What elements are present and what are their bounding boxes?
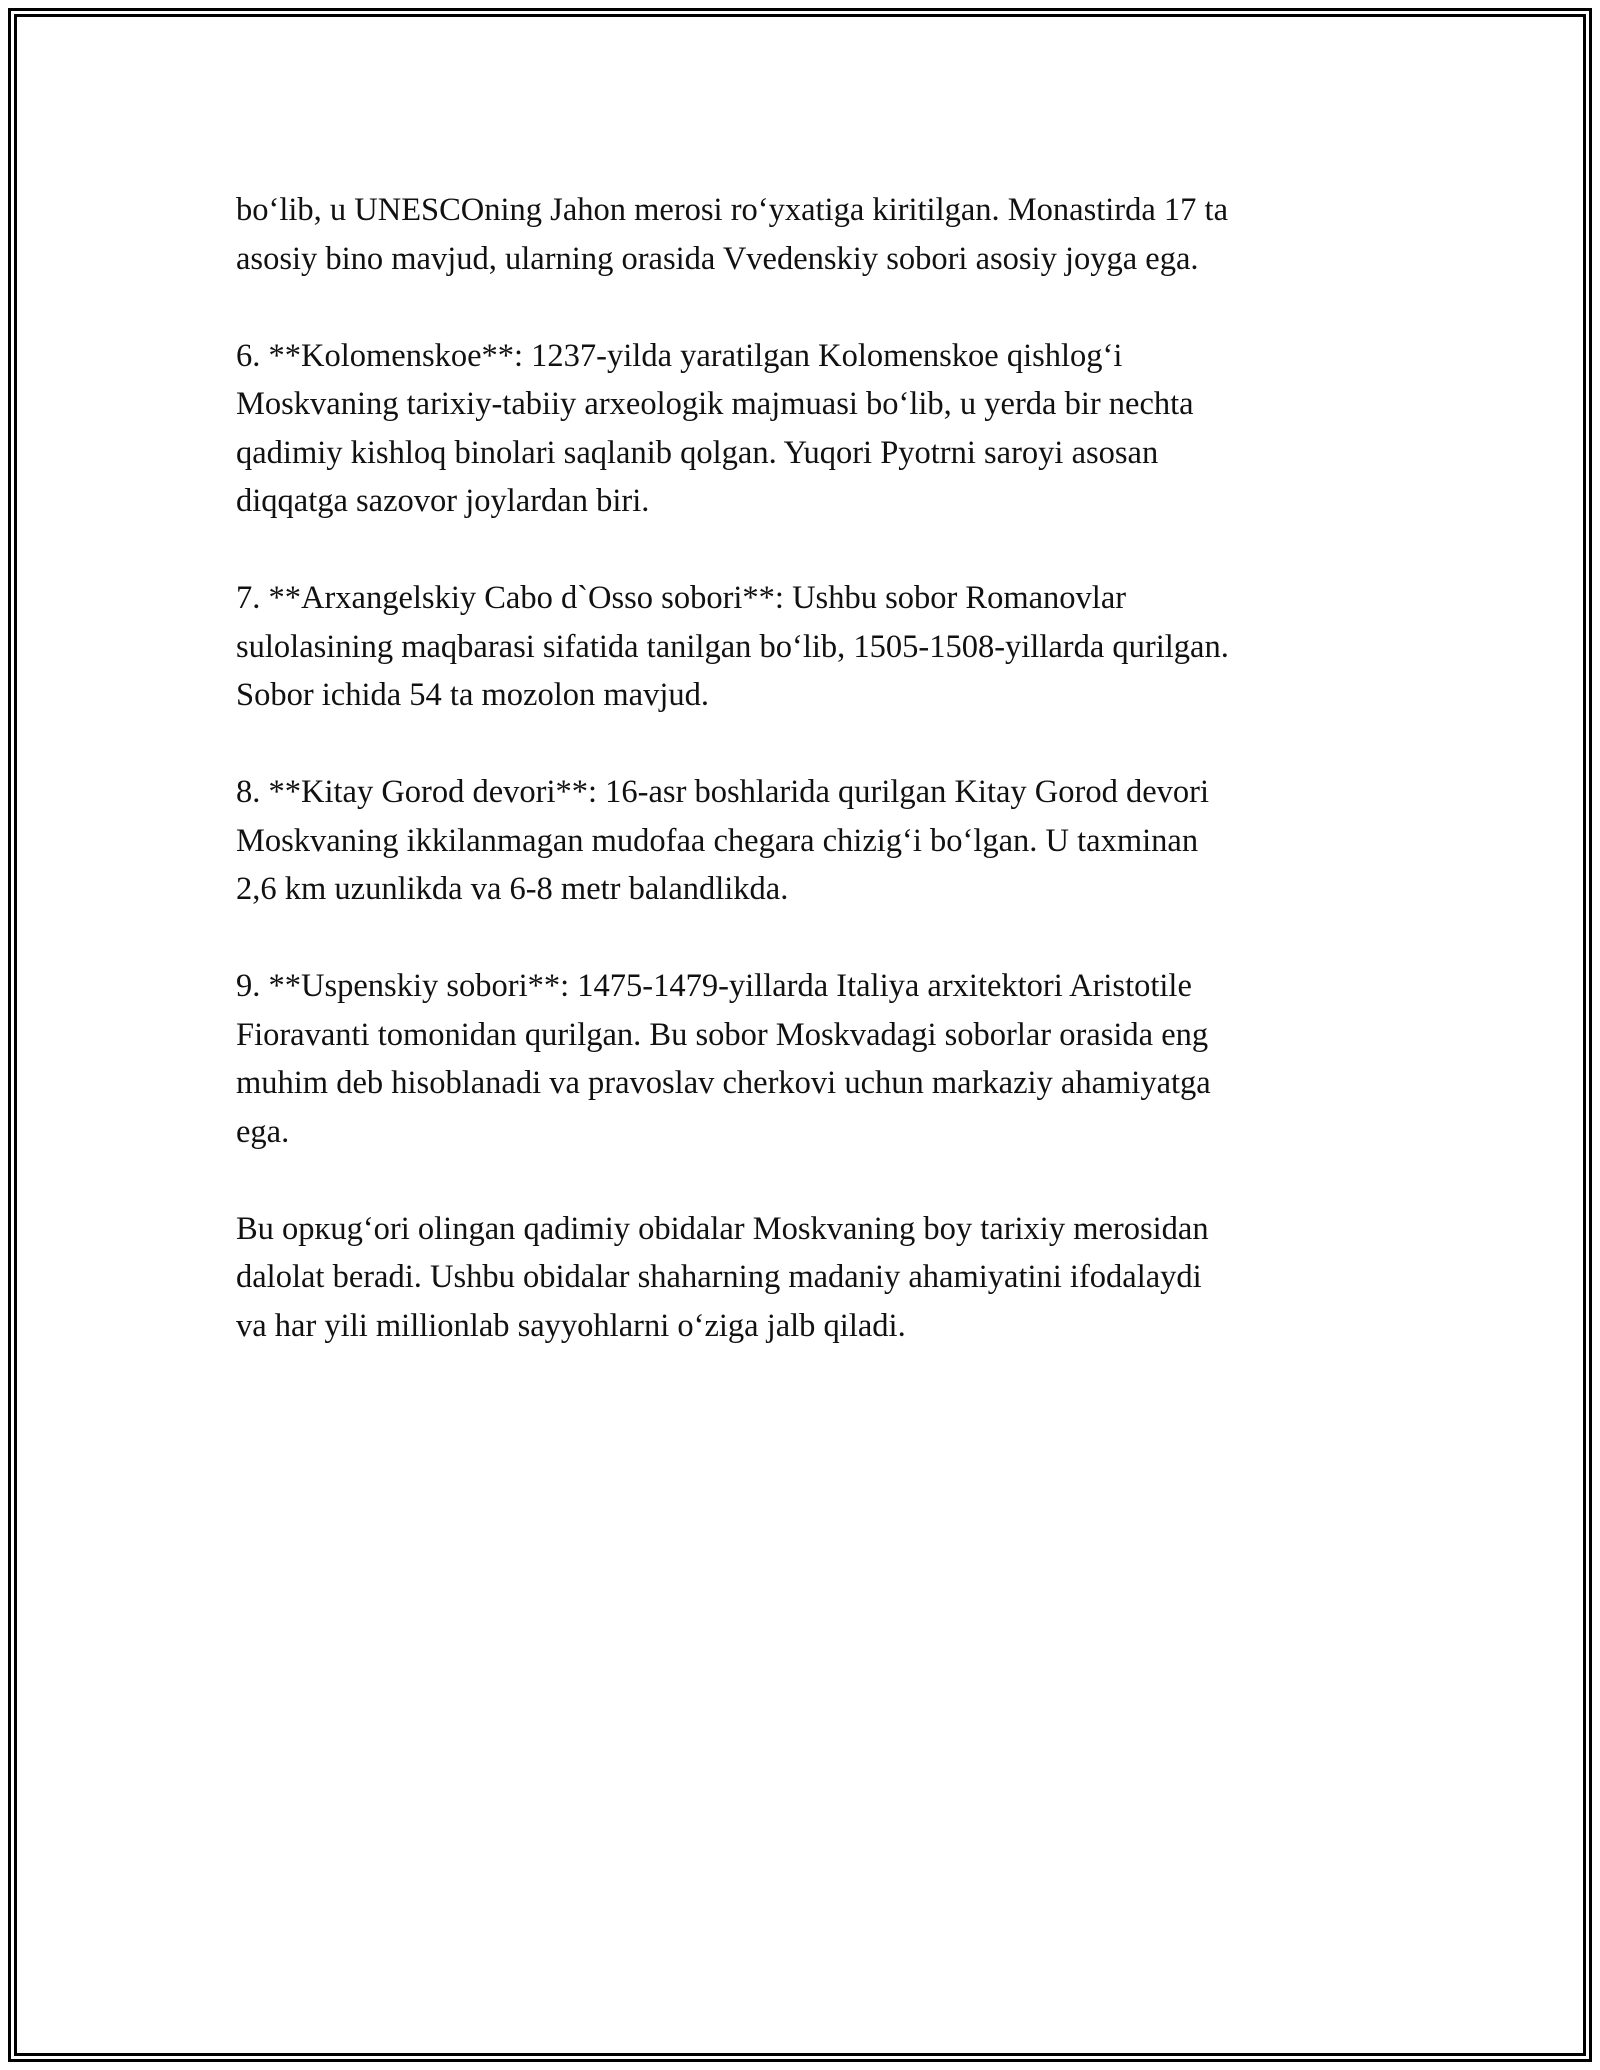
text-line: Fioravanti tomonidan qurilgan. Bu sobor Moskvadagi soborlar orasida eng <box>236 1016 1209 1053</box>
text-line: sulolasining maqbarasi sifatida tanilgan bo‘lib, 1505-1508-yillarda qurilgan. <box>236 628 1229 665</box>
text-line: 7. **Arxangelskiy Cabo d`Osso sobori**: Ushbu sobor Romanovlar <box>236 580 1127 616</box>
text-line: qadimiy kishloq binolari saqlanib qolgan. Yuqori Pyotrni saroyi asosan <box>236 434 1159 471</box>
text-line: 8. **Kitay Gorod devori**: 16-asr boshlarida qurilgan Kitay Gorod devori <box>236 774 1209 810</box>
paragraph-item-7 <box>236 574 1376 720</box>
paragraph-conclusion <box>236 1205 1376 1351</box>
text-line: asosiy bino mavjud, ularning orasida Vvedenskiy sobori asosiy joyga ega. <box>236 240 1199 277</box>
text-line: muhim deb hisoblanadi va pravoslav cherkovi uchun markaziy ahamiyatga <box>236 1065 1211 1101</box>
text-line: ega. <box>236 1113 290 1150</box>
text-line: Moskvaning tarixiy-tabiiy arxeologik majmuasi bo‘lib, u yerda bir nechta <box>236 386 1194 422</box>
document-body <box>236 186 1376 1399</box>
text-line: Moskvaning ikkilanmagan mudofaa chegara chizig‘i bo‘lgan. U taxminan <box>236 822 1199 859</box>
text-line: Sobor ichida 54 ta mozolon mavjud. <box>236 677 709 713</box>
text-line: dalolat beradi. Ushbu obidalar shaharning madaniy ahamiyatini ifodalaydi <box>236 1259 1202 1295</box>
text-line: va har yili millionlab sayyohlarni o‘ziga jalb qiladi. <box>236 1307 906 1344</box>
text-line: Bu opкug‘ori olingan qadimiy obidalar Moskvaning boy tarixiy merosidan <box>236 1210 1209 1247</box>
paragraph-monastery-continuation <box>236 186 1376 283</box>
paragraph-item-8 <box>236 768 1376 914</box>
text-line: diqqatga sazovor joylardan biri. <box>236 483 650 519</box>
text-line: 2,6 km uzunlikda va 6-8 metr balandlikda. <box>236 871 789 907</box>
text-line: bo‘lib, u UNESCOning Jahon merosi ro‘yxatiga kiritilgan. Monastirda 17 ta <box>236 192 1229 228</box>
text-line: 9. **Uspenskiy sobori**: 1475-1479-yillarda Italiya arxitektori Aristotile <box>236 968 1192 1004</box>
paragraph-item-9 <box>236 962 1376 1156</box>
text-line: 6. **Kolomenskoe**: 1237-yilda yaratilgan Kolomenskoe qishlog‘i <box>236 337 1123 374</box>
paragraph-item-6 <box>236 332 1376 526</box>
